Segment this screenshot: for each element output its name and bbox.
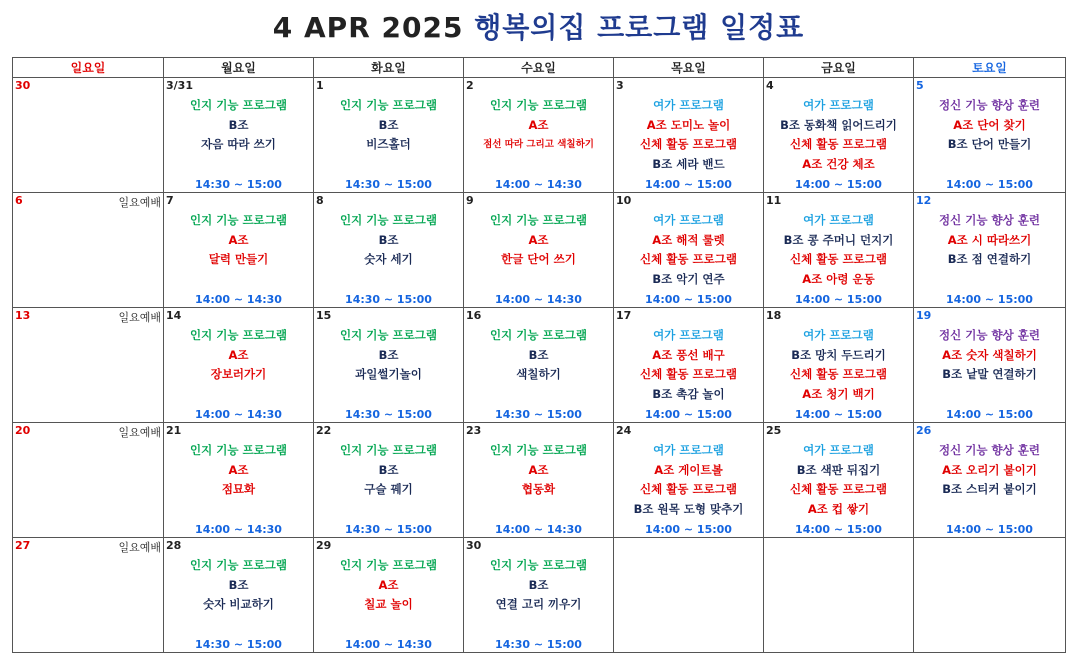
program-line: A조 bbox=[228, 232, 249, 247]
program-line: 여가 프로그램 bbox=[653, 328, 724, 342]
header-saturday: 토요일 bbox=[914, 58, 1066, 78]
sunday-service-note: 일요예배 bbox=[118, 541, 161, 554]
day-number: 19 bbox=[916, 309, 932, 322]
day-cell bbox=[464, 308, 614, 423]
program-line: 과일썰기놀이 bbox=[355, 367, 422, 381]
program-line: B조 색판 뒤집기 bbox=[796, 462, 881, 477]
program-time: 14:30 ~ 15:00 bbox=[345, 523, 432, 536]
program-line: 여가 프로그램 bbox=[653, 213, 724, 227]
program-line: 여가 프로그램 bbox=[653, 443, 724, 457]
header-monday: 월요일 bbox=[164, 58, 314, 78]
program-line: A조 건강 체조 bbox=[802, 156, 875, 171]
program-line: A조 풍선 배구 bbox=[652, 347, 725, 362]
day-cell bbox=[764, 193, 914, 308]
program-time: 14:00 ~ 15:00 bbox=[645, 408, 732, 421]
program-time: 14:30 ~ 15:00 bbox=[495, 408, 582, 421]
program-list bbox=[314, 441, 463, 500]
day-number: 23 bbox=[466, 424, 482, 437]
program-time: 14:00 ~ 14:30 bbox=[195, 523, 282, 536]
program-line: 장보러가기 bbox=[210, 367, 267, 381]
program-line: B조 촉감 놀이 bbox=[652, 386, 725, 401]
program-list bbox=[914, 96, 1065, 155]
program-line: 협동화 bbox=[521, 482, 556, 496]
day-cell bbox=[764, 78, 914, 193]
day-number: 12 bbox=[916, 194, 932, 207]
header-tuesday: 화요일 bbox=[314, 58, 464, 78]
day-cell bbox=[164, 78, 314, 193]
program-line: 여가 프로그램 bbox=[803, 98, 874, 112]
program-line: 신체 활동 프로그램 bbox=[790, 482, 887, 496]
day-number: 28 bbox=[166, 539, 182, 552]
program-list bbox=[614, 326, 763, 404]
day-number: 3 bbox=[616, 79, 624, 92]
day-number: 3/31 bbox=[166, 79, 193, 92]
program-time: 14:00 ~ 15:00 bbox=[645, 178, 732, 191]
day-cell bbox=[914, 78, 1066, 193]
program-line: 숫자 세기 bbox=[364, 252, 413, 266]
program-time: 14:00 ~ 14:30 bbox=[195, 408, 282, 421]
program-list bbox=[914, 326, 1065, 385]
program-line: 인지 기능 프로그램 bbox=[190, 558, 287, 572]
day-cell bbox=[314, 308, 464, 423]
header-thursday: 목요일 bbox=[614, 58, 764, 78]
program-line: 인지 기능 프로그램 bbox=[340, 443, 437, 457]
program-line: A조 bbox=[228, 462, 249, 477]
day-number: 15 bbox=[316, 309, 332, 322]
program-line: B조 악기 연주 bbox=[652, 271, 725, 286]
program-list bbox=[464, 96, 613, 155]
day-number: 14 bbox=[166, 309, 182, 322]
program-list bbox=[464, 441, 613, 500]
sunday-service-note: 일요예배 bbox=[118, 426, 161, 439]
program-line: B조 원목 도형 맞추기 bbox=[633, 501, 744, 516]
header-friday: 금요일 bbox=[764, 58, 914, 78]
program-line: 달력 만들기 bbox=[208, 252, 269, 266]
program-time: 14:00 ~ 14:30 bbox=[495, 178, 582, 191]
day-cell bbox=[164, 423, 314, 538]
program-time: 14:30 ~ 15:00 bbox=[345, 178, 432, 191]
program-time: 14:00 ~ 14:30 bbox=[345, 638, 432, 651]
program-line: 신체 활동 프로그램 bbox=[790, 367, 887, 381]
day-cell bbox=[464, 78, 614, 193]
program-line: 신체 활동 프로그램 bbox=[640, 482, 737, 496]
program-line: 인지 기능 프로그램 bbox=[490, 213, 587, 227]
program-line: 한글 단어 쓰기 bbox=[501, 252, 576, 266]
week-row bbox=[13, 78, 1066, 193]
day-cell bbox=[914, 423, 1066, 538]
program-time: 14:00 ~ 15:00 bbox=[795, 293, 882, 306]
program-line: 색칠하기 bbox=[516, 367, 561, 381]
program-list bbox=[164, 556, 313, 615]
day-cell bbox=[13, 193, 164, 308]
program-line: B조 점 연결하기 bbox=[947, 252, 1032, 266]
program-line: A조 bbox=[528, 232, 549, 247]
program-line: 인지 기능 프로그램 bbox=[340, 328, 437, 342]
program-time: 14:00 ~ 15:00 bbox=[946, 178, 1033, 191]
day-cell bbox=[764, 538, 914, 653]
day-cell bbox=[464, 193, 614, 308]
day-number: 30 bbox=[466, 539, 482, 552]
program-line: A조 bbox=[228, 347, 249, 362]
day-cell bbox=[13, 538, 164, 653]
program-list bbox=[164, 96, 313, 155]
program-time: 14:00 ~ 15:00 bbox=[795, 178, 882, 191]
day-cell bbox=[464, 423, 614, 538]
program-time: 14:00 ~ 15:00 bbox=[946, 293, 1033, 306]
day-number: 20 bbox=[15, 424, 31, 437]
program-line: B조 bbox=[378, 117, 399, 132]
program-list bbox=[614, 211, 763, 289]
day-number: 27 bbox=[15, 539, 31, 552]
sunday-service-note: 일요예배 bbox=[118, 311, 161, 324]
day-cell bbox=[314, 78, 464, 193]
day-number: 10 bbox=[616, 194, 632, 207]
program-line: A조 bbox=[528, 462, 549, 477]
program-line: 비즈홀더 bbox=[366, 137, 411, 151]
program-line: A조 청기 백기 bbox=[802, 386, 875, 401]
program-line: 구슬 꿰기 bbox=[364, 482, 413, 496]
program-time: 14:30 ~ 15:00 bbox=[195, 178, 282, 191]
day-number: 24 bbox=[616, 424, 632, 437]
program-line: B조 bbox=[378, 232, 399, 247]
program-line: A조 컵 쌓기 bbox=[807, 501, 870, 516]
program-line: 신체 활동 프로그램 bbox=[790, 252, 887, 266]
program-list bbox=[314, 326, 463, 385]
program-line: B조 세라 밴드 bbox=[652, 156, 725, 171]
program-line: B조 망치 두드리기 bbox=[791, 347, 886, 362]
day-number: 29 bbox=[316, 539, 332, 552]
day-cell bbox=[914, 193, 1066, 308]
program-list bbox=[764, 96, 913, 174]
day-cell bbox=[13, 78, 164, 193]
day-number: 18 bbox=[766, 309, 782, 322]
program-list bbox=[764, 441, 913, 519]
program-time: 14:00 ~ 14:30 bbox=[195, 293, 282, 306]
day-cell bbox=[614, 308, 764, 423]
program-list bbox=[164, 441, 313, 500]
day-cell bbox=[914, 308, 1066, 423]
program-line: A조 시 따라쓰기 bbox=[947, 232, 1032, 247]
day-cell bbox=[314, 423, 464, 538]
program-time: 14:00 ~ 15:00 bbox=[795, 408, 882, 421]
program-line: 여가 프로그램 bbox=[803, 443, 874, 457]
week-row bbox=[13, 538, 1066, 653]
day-number: 11 bbox=[766, 194, 782, 207]
program-list bbox=[464, 326, 613, 385]
program-time: 14:30 ~ 15:00 bbox=[495, 638, 582, 651]
day-cell bbox=[164, 193, 314, 308]
week-row bbox=[13, 193, 1066, 308]
program-line: 신체 활동 프로그램 bbox=[790, 137, 887, 151]
program-line: A조 bbox=[378, 577, 399, 592]
day-number: 17 bbox=[616, 309, 632, 322]
program-list bbox=[764, 211, 913, 289]
day-number: 5 bbox=[916, 79, 924, 92]
day-cell bbox=[314, 193, 464, 308]
program-line: 여가 프로그램 bbox=[803, 213, 874, 227]
program-line: 인지 기능 프로그램 bbox=[490, 558, 587, 572]
day-number: 1 bbox=[316, 79, 324, 92]
program-time: 14:30 ~ 15:00 bbox=[345, 293, 432, 306]
program-line: A조 bbox=[528, 117, 549, 132]
program-line: 인지 기능 프로그램 bbox=[340, 213, 437, 227]
program-line: A조 해적 룰렛 bbox=[652, 232, 725, 247]
program-line: 신체 활동 프로그램 bbox=[640, 252, 737, 266]
program-time: 14:00 ~ 14:30 bbox=[495, 293, 582, 306]
program-line: 정신 기능 향상 훈련 bbox=[939, 443, 1040, 457]
day-number: 13 bbox=[15, 309, 31, 322]
program-list bbox=[764, 326, 913, 404]
program-line: 숫자 비교하기 bbox=[203, 597, 274, 611]
program-line: 정신 기능 향상 훈련 bbox=[939, 213, 1040, 227]
program-line: A조 아령 운동 bbox=[802, 271, 875, 286]
program-list bbox=[914, 441, 1065, 500]
program-line: 인지 기능 프로그램 bbox=[490, 98, 587, 112]
program-line: 여가 프로그램 bbox=[653, 98, 724, 112]
program-line: A조 단어 찾기 bbox=[953, 117, 1026, 132]
day-number: 6 bbox=[15, 194, 23, 207]
week-row bbox=[13, 423, 1066, 538]
program-line: A조 숫자 색칠하기 bbox=[942, 347, 1037, 362]
program-line: 인지 기능 프로그램 bbox=[190, 328, 287, 342]
program-line: B조 콩 주머니 던지기 bbox=[783, 232, 894, 247]
program-time: 14:30 ~ 15:00 bbox=[345, 408, 432, 421]
program-line: A조 게이트볼 bbox=[654, 462, 723, 477]
program-list bbox=[314, 211, 463, 270]
program-line: 정신 기능 향상 훈련 bbox=[939, 328, 1040, 342]
program-line: 점선 따라 그리고 색칠하기 bbox=[483, 139, 594, 150]
program-list bbox=[614, 96, 763, 174]
day-number: 16 bbox=[466, 309, 482, 322]
title-month: 4 APR 2025 bbox=[272, 11, 464, 44]
program-line: B조 bbox=[528, 347, 549, 362]
program-time: 14:00 ~ 15:00 bbox=[645, 523, 732, 536]
program-list bbox=[314, 556, 463, 615]
program-line: 인지 기능 프로그램 bbox=[190, 98, 287, 112]
program-list bbox=[464, 556, 613, 615]
day-cell bbox=[314, 538, 464, 653]
program-list bbox=[164, 326, 313, 385]
program-line: 인지 기능 프로그램 bbox=[490, 443, 587, 457]
program-line: 신체 활동 프로그램 bbox=[640, 137, 737, 151]
day-number: 25 bbox=[766, 424, 782, 437]
day-cell bbox=[614, 78, 764, 193]
day-cell bbox=[614, 538, 764, 653]
day-cell bbox=[614, 193, 764, 308]
header-sunday: 일요일 bbox=[13, 58, 164, 78]
program-time: 14:00 ~ 14:30 bbox=[495, 523, 582, 536]
day-number: 30 bbox=[15, 79, 31, 92]
program-list bbox=[164, 211, 313, 270]
program-time: 14:00 ~ 15:00 bbox=[946, 523, 1033, 536]
day-cell bbox=[164, 538, 314, 653]
program-list bbox=[314, 96, 463, 155]
program-line: 인지 기능 프로그램 bbox=[340, 558, 437, 572]
program-line: 자음 따라 쓰기 bbox=[201, 137, 276, 151]
title-name: 행복의집 프로그램 일정표 bbox=[474, 11, 805, 44]
header-wednesday: 수요일 bbox=[464, 58, 614, 78]
day-number: 21 bbox=[166, 424, 182, 437]
day-cell bbox=[13, 423, 164, 538]
day-cell bbox=[464, 538, 614, 653]
day-number: 8 bbox=[316, 194, 324, 207]
day-cell bbox=[13, 308, 164, 423]
program-list bbox=[914, 211, 1065, 270]
day-cell bbox=[164, 308, 314, 423]
program-time: 14:00 ~ 15:00 bbox=[795, 523, 882, 536]
program-time: 14:00 ~ 15:00 bbox=[946, 408, 1033, 421]
program-line: 인지 기능 프로그램 bbox=[340, 98, 437, 112]
program-line: B조 단어 만들기 bbox=[947, 137, 1032, 151]
program-line: B조 bbox=[228, 117, 249, 132]
program-line: 여가 프로그램 bbox=[803, 328, 874, 342]
program-line: A조 도미노 놀이 bbox=[646, 117, 731, 132]
day-cell bbox=[614, 423, 764, 538]
program-list bbox=[614, 441, 763, 519]
day-number: 26 bbox=[916, 424, 932, 437]
program-line: 점묘화 bbox=[221, 482, 256, 496]
program-line: 인지 기능 프로그램 bbox=[490, 328, 587, 342]
day-cell bbox=[914, 538, 1066, 653]
day-number: 4 bbox=[766, 79, 774, 92]
program-line: 연결 고리 끼우기 bbox=[495, 597, 582, 611]
program-line: B조 bbox=[228, 577, 249, 592]
weekday-header-row bbox=[13, 58, 1066, 78]
week-row bbox=[13, 308, 1066, 423]
program-time: 14:30 ~ 15:00 bbox=[195, 638, 282, 651]
day-cell bbox=[764, 308, 914, 423]
program-line: 신체 활동 프로그램 bbox=[640, 367, 737, 381]
sunday-service-note: 일요예배 bbox=[118, 196, 161, 209]
day-number: 9 bbox=[466, 194, 474, 207]
program-line: B조 동화책 읽어드리기 bbox=[780, 117, 897, 132]
program-list bbox=[464, 211, 613, 270]
program-line: 인지 기능 프로그램 bbox=[190, 443, 287, 457]
day-number: 22 bbox=[316, 424, 332, 437]
calendar-table bbox=[12, 57, 1066, 653]
program-line: 인지 기능 프로그램 bbox=[190, 213, 287, 227]
program-line: A조 오리기 붙이기 bbox=[942, 462, 1037, 477]
program-line: B조 낱말 연결하기 bbox=[942, 367, 1037, 381]
program-line: 정신 기능 향상 훈련 bbox=[939, 98, 1040, 112]
program-line: B조 bbox=[378, 462, 399, 477]
program-line: B조 bbox=[528, 577, 549, 592]
program-line: B조 스티커 붙이기 bbox=[942, 482, 1037, 496]
program-line: 칠교 놀이 bbox=[364, 597, 413, 611]
day-number: 7 bbox=[166, 194, 174, 207]
day-cell bbox=[764, 423, 914, 538]
page-title bbox=[0, 6, 1077, 46]
day-number: 2 bbox=[466, 79, 474, 92]
program-line: B조 bbox=[378, 347, 399, 362]
program-time: 14:00 ~ 15:00 bbox=[645, 293, 732, 306]
